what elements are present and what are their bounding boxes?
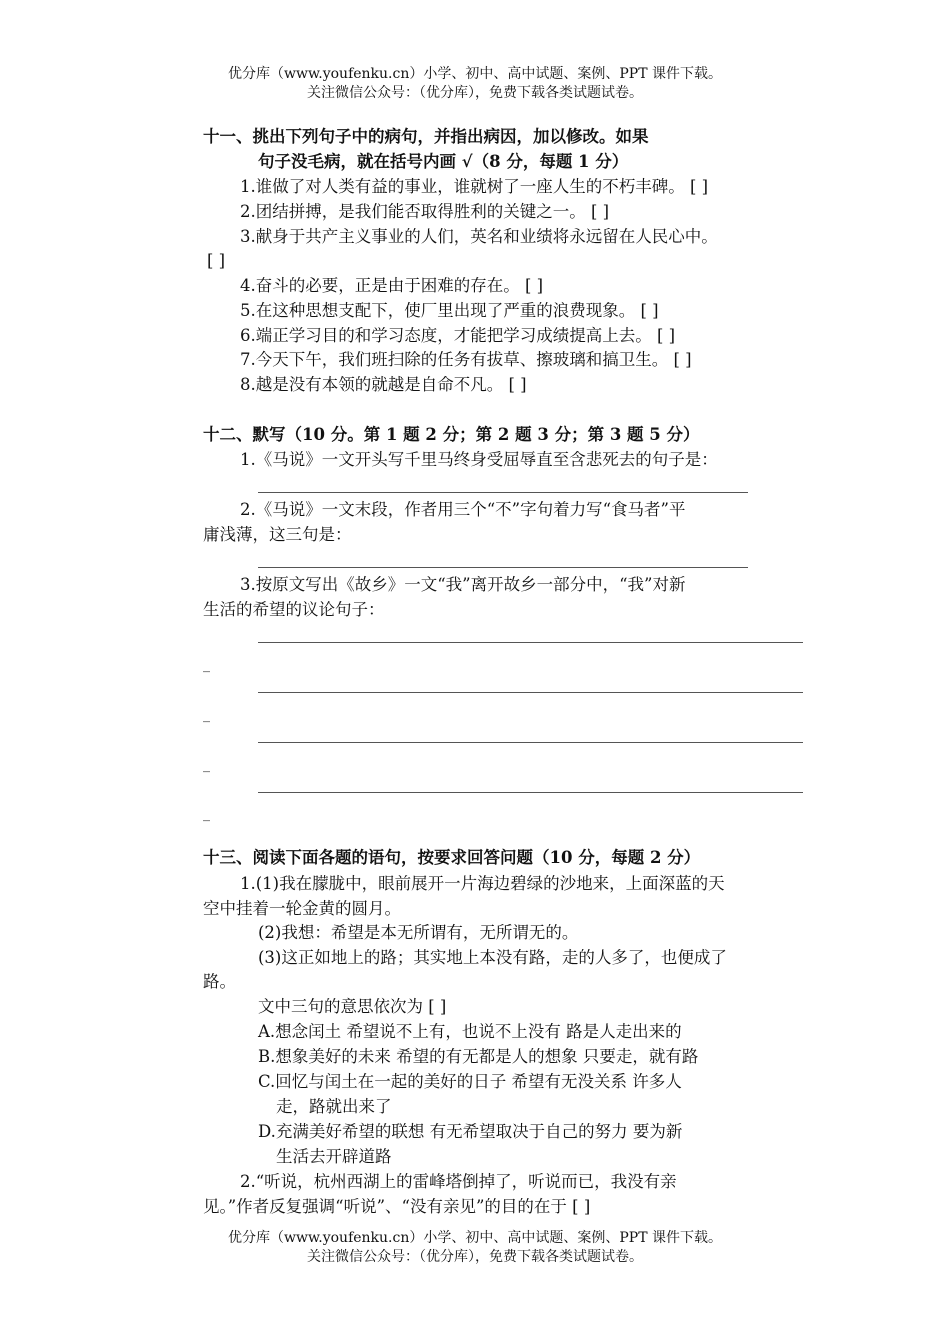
section-11-title: 十一、挑出下列句子中的病句，并指出病因，加以修改。如果 <box>203 127 649 146</box>
header-line-1: 优分库（www.youfenku.cn）小学、初中、高中试题、案例、PPT 课件下载。 <box>227 66 722 82</box>
s12-q1: 1.《马说》一文开头写千里马终身受屈辱直至含悲死去的句子是： <box>240 450 718 469</box>
s11-item-1: 1.谁做了对人类有益的事业，谁就树了一座人生的不朽丰碑。 [ ] <box>240 177 709 196</box>
option-c-cont: 走，路就出来了 <box>276 1097 392 1116</box>
section-11-title-cont: 句子没毛病，就在括号内画 √（8 分，每题 1 分） <box>258 152 629 171</box>
section-13-title: 十三、阅读下面各题的语句，按要求回答问题（10 分，每题 2 分） <box>203 848 701 867</box>
s13-q1-prompt: 文中三句的意思依次为 [ ] <box>258 997 447 1016</box>
s13-q1-line5: 路。 <box>203 972 236 991</box>
s12-q3-cont: 生活的希望的议论句子： <box>203 600 385 619</box>
s13-q1-line4: (3)这正如地上的路；其实地上本没有路，走的人多了，也便成了 <box>258 948 727 967</box>
answer-line <box>258 642 803 643</box>
header-line-2: 关注微信公众号：（优分库），免费下载各类试题试卷。 <box>307 85 643 101</box>
answer-line <box>258 492 748 493</box>
answer-line <box>258 792 803 793</box>
option-d: D.充满美好希望的联想 有无希望取决于自己的努力 要为新 <box>258 1122 683 1141</box>
s13-q2-line1: 2.“听说，杭州西湖上的雷峰塔倒掉了，听说而已，我没有亲 <box>240 1172 677 1191</box>
s13-q1-line2: 空中挂着一轮金黄的圆月。 <box>203 899 401 918</box>
answer-line <box>258 567 748 568</box>
s11-item-5: 5.在这种思想支配下，使厂里出现了严重的浪费现象。 [ ] <box>240 301 659 320</box>
option-d-cont: 生活去开辟道路 <box>276 1147 392 1166</box>
s11-item-2: 2.团结拼搏，是我们能否取得胜利的关键之一。 [ ] <box>240 202 610 221</box>
s13-q1-line1: 1.(1)我在朦胧中，眼前展开一片海边碧绿的沙地来，上面深蓝的天 <box>240 874 725 893</box>
s12-q3: 3.按原文写出《故乡》一文“我”离开故乡一部分中，“我”对新 <box>240 575 686 594</box>
s11-item-3: 3.献身于共产主义事业的人们，英名和业绩将永远留在人民心中。 <box>240 227 718 246</box>
option-c: C.回忆与闰土在一起的美好的日子 希望有无没关系 许多人 <box>258 1072 682 1091</box>
footer-line-1: 优分库（www.youfenku.cn）小学、初中、高中试题、案例、PPT 课件下载。 <box>227 1230 722 1246</box>
s11-item-6: 6.端正学习目的和学习态度，才能把学习成绩提高上去。 [ ] <box>240 326 676 345</box>
s13-q1-line3: (2)我想：希望是本无所谓有，无所谓无的。 <box>258 923 579 942</box>
s11-item-7: 7.今天下午，我们班扫除的任务有拔草、擦玻璃和搞卫生。 [ ] <box>240 350 692 369</box>
s13-q2-line2: 见。”作者反复强调“听说”、“没有亲见”的目的在于 [ ] <box>203 1197 591 1216</box>
option-b: B.想象美好的未来 希望的有无都是人的想象 只要走，就有路 <box>258 1047 699 1066</box>
option-a: A.想念闰土 希望说不上有，也说不上没有 路是人走出来的 <box>258 1022 682 1041</box>
answer-line <box>258 742 803 743</box>
answer-line <box>258 692 803 693</box>
line-dash: _ <box>203 757 210 773</box>
line-dash: _ <box>203 806 210 822</box>
s11-item-8: 8.越是没有本领的就越是自命不凡。 [ ] <box>240 375 527 394</box>
line-dash: _ <box>203 657 210 673</box>
section-12-title: 十二、默写（10 分。第 1 题 2 分；第 2 题 3 分；第 3 题 5 分） <box>203 425 700 444</box>
s12-q2: 2.《马说》一文末段，作者用三个“不”字句着力写“食马者”平 <box>240 500 686 519</box>
line-dash: _ <box>203 707 210 723</box>
s11-item-4: 4.奋斗的必要，正是由于困难的存在。 [ ] <box>240 276 544 295</box>
s12-q2-cont: 庸浅薄，这三句是： <box>203 525 352 544</box>
s11-item-3-bracket: [ ] <box>207 251 226 270</box>
footer-line-2: 关注微信公众号：（优分库），免费下载各类试题试卷。 <box>307 1249 643 1265</box>
